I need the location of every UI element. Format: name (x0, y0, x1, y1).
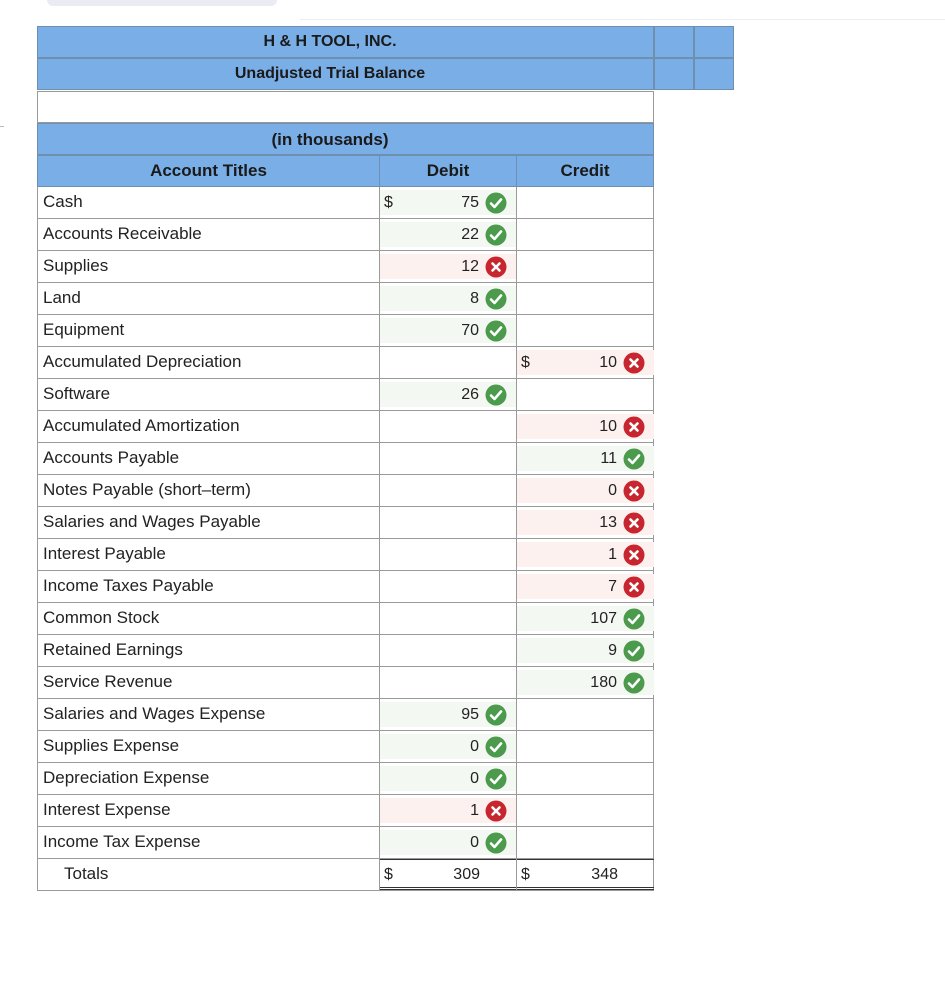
credit-cell[interactable] (517, 475, 654, 506)
check-icon (485, 320, 507, 342)
totals-label: Totals (38, 859, 380, 890)
debit-cell[interactable] (380, 283, 517, 314)
credit-cell[interactable] (517, 187, 654, 218)
statement-title: Unadjusted Trial Balance (234, 65, 426, 82)
check-icon (485, 224, 507, 246)
check-icon (485, 192, 507, 214)
debit-amount[interactable]: 0 (470, 738, 479, 755)
credit-cell[interactable] (517, 795, 654, 826)
debit-amount[interactable]: 1 (470, 802, 479, 819)
debit-cell[interactable] (380, 379, 517, 410)
units-header (37, 123, 654, 155)
account-title: Cash (38, 187, 380, 218)
credit-cell[interactable] (517, 571, 654, 602)
x-mark-icon (485, 256, 507, 278)
account-title: Salaries and Wages Payable (38, 507, 380, 538)
credit-cell[interactable] (517, 635, 654, 666)
debit-cell[interactable] (380, 827, 517, 858)
debit-amount[interactable]: 95 (461, 706, 479, 723)
credit-total-cell (517, 859, 654, 890)
credit-cell[interactable] (517, 731, 654, 762)
company-name: H & H TOOL, INC. (263, 33, 397, 50)
currency-symbol: $ (521, 866, 530, 883)
table-row (37, 539, 654, 571)
header-side-cell (654, 58, 694, 90)
debit-amount[interactable]: 8 (470, 290, 479, 307)
account-title: Accounts Receivable (38, 219, 380, 250)
debit-cell[interactable] (380, 347, 517, 378)
debit-cell[interactable] (380, 539, 517, 570)
company-header (37, 26, 654, 58)
table-row (37, 667, 654, 699)
header-side-cell (654, 26, 694, 58)
currency-symbol: $ (384, 194, 393, 211)
date-input-row[interactable] (37, 91, 654, 123)
debit-cell[interactable] (380, 443, 517, 474)
credit-amount[interactable]: 180 (590, 674, 617, 691)
credit-cell[interactable] (517, 219, 654, 250)
total-double-rule (517, 887, 654, 890)
check-icon (485, 768, 507, 790)
debit-header: Debit (379, 155, 517, 187)
debit-cell[interactable] (380, 795, 517, 826)
check-icon (623, 672, 645, 694)
check-icon (485, 704, 507, 726)
table-row (37, 475, 654, 507)
total-double-rule (380, 887, 516, 890)
check-icon (485, 832, 507, 854)
check-icon (485, 384, 507, 406)
table-row (37, 635, 654, 667)
credit-amount[interactable]: 0 (608, 482, 617, 499)
credit-amount[interactable]: 10 (599, 354, 617, 371)
table-row (37, 251, 654, 283)
credit-amount[interactable]: 9 (608, 642, 617, 659)
debit-cell[interactable] (380, 315, 517, 346)
credit-amount[interactable]: 11 (600, 450, 617, 467)
table-row (37, 763, 654, 795)
totals-row (37, 859, 654, 891)
account-title: Salaries and Wages Expense (38, 699, 380, 730)
check-icon (485, 288, 507, 310)
credit-cell[interactable] (517, 827, 654, 858)
debit-cell[interactable] (380, 507, 517, 538)
debit-amount[interactable]: 0 (470, 770, 479, 787)
currency-symbol: $ (384, 866, 393, 883)
check-icon (623, 640, 645, 662)
debit-amount[interactable]: 75 (461, 194, 479, 211)
x-mark-icon (485, 800, 507, 822)
account-title: Retained Earnings (38, 635, 380, 666)
credit-cell[interactable] (517, 539, 654, 570)
debit-amount[interactable]: 70 (461, 322, 479, 339)
table-row (37, 731, 654, 763)
credit-cell[interactable] (517, 251, 654, 282)
total-top-rule (517, 859, 654, 860)
account-title: Notes Payable (short–term) (38, 475, 380, 506)
debit-amount[interactable]: 12 (461, 258, 479, 275)
account-title: Common Stock (38, 603, 380, 634)
debit-cell[interactable] (380, 763, 517, 794)
debit-total: 309 (453, 866, 480, 883)
debit-cell[interactable] (380, 571, 517, 602)
table-row (37, 219, 654, 251)
currency-symbol: $ (521, 354, 530, 371)
trial-balance-table (37, 187, 654, 891)
x-mark-icon (623, 576, 645, 598)
debit-cell[interactable] (380, 187, 517, 218)
header-side-cell (694, 58, 734, 90)
units-label: (in thousands) (271, 130, 389, 149)
debit-cell[interactable] (380, 635, 517, 666)
debit-cell[interactable] (380, 475, 517, 506)
credit-cell[interactable] (517, 763, 654, 794)
account-title: Income Taxes Payable (38, 571, 380, 602)
table-row (37, 379, 654, 411)
debit-cell[interactable] (380, 219, 517, 250)
credit-cell[interactable] (517, 443, 654, 474)
check-icon (623, 608, 645, 630)
credit-cell[interactable] (517, 315, 654, 346)
credit-cell[interactable] (517, 603, 654, 634)
table-row (37, 187, 654, 219)
debit-cell[interactable] (380, 603, 517, 634)
account-title: Interest Expense (38, 795, 380, 826)
account-title: Depreciation Expense (38, 763, 380, 794)
credit-cell[interactable] (517, 283, 654, 314)
credit-amount[interactable]: 1 (608, 546, 617, 563)
debit-cell[interactable] (380, 731, 517, 762)
credit-cell[interactable] (517, 699, 654, 730)
credit-cell[interactable] (517, 667, 654, 698)
x-mark-icon (623, 480, 645, 502)
table-row (37, 795, 654, 827)
check-icon (623, 448, 645, 470)
table-row (37, 571, 654, 603)
account-title: Income Tax Expense (38, 827, 380, 858)
total-top-rule (380, 859, 516, 860)
debit-cell[interactable] (380, 699, 517, 730)
credit-total: 348 (591, 866, 618, 883)
credit-cell[interactable] (517, 507, 654, 538)
debit-cell[interactable] (380, 411, 517, 442)
credit-amount[interactable]: 10 (599, 418, 617, 435)
account-title: Software (38, 379, 380, 410)
table-row (37, 827, 654, 859)
statement-header (37, 58, 654, 90)
top-tab-bar (47, 0, 277, 6)
debit-amount[interactable]: 22 (461, 226, 479, 243)
table-row (37, 603, 654, 635)
account-title: Interest Payable (38, 539, 380, 570)
account-titles-header: Account Titles (37, 155, 380, 187)
account-title: Service Revenue (38, 667, 380, 698)
x-mark-icon (623, 544, 645, 566)
debit-cell[interactable] (380, 251, 517, 282)
account-title: Accumulated Depreciation (38, 347, 380, 378)
x-mark-icon (623, 416, 645, 438)
debit-cell[interactable] (380, 667, 517, 698)
credit-amount[interactable]: 13 (599, 514, 617, 531)
credit-amount[interactable]: 107 (590, 610, 617, 627)
x-mark-icon (623, 352, 645, 374)
account-title: Equipment (38, 315, 380, 346)
credit-cell[interactable] (517, 379, 654, 410)
table-row (37, 443, 654, 475)
table-row (37, 699, 654, 731)
credit-amount[interactable]: 7 (608, 578, 617, 595)
x-mark-icon (623, 512, 645, 534)
credit-cell[interactable] (517, 347, 654, 378)
debit-total-cell (380, 859, 517, 890)
top-divider (300, 19, 945, 20)
debit-amount[interactable]: 0 (470, 834, 479, 851)
table-row (37, 315, 654, 347)
left-edge-mark (0, 126, 4, 127)
account-title: Supplies (38, 251, 380, 282)
account-title: Supplies Expense (38, 731, 380, 762)
credit-cell[interactable] (517, 411, 654, 442)
check-icon (485, 736, 507, 758)
account-title: Accumulated Amortization (38, 411, 380, 442)
table-row (37, 283, 654, 315)
table-row (37, 411, 654, 443)
credit-header: Credit (516, 155, 654, 187)
table-row (37, 507, 654, 539)
account-title: Accounts Payable (38, 443, 380, 474)
table-row (37, 347, 654, 379)
header-side-cell (694, 26, 734, 58)
debit-amount[interactable]: 26 (461, 386, 479, 403)
account-title: Land (38, 283, 380, 314)
